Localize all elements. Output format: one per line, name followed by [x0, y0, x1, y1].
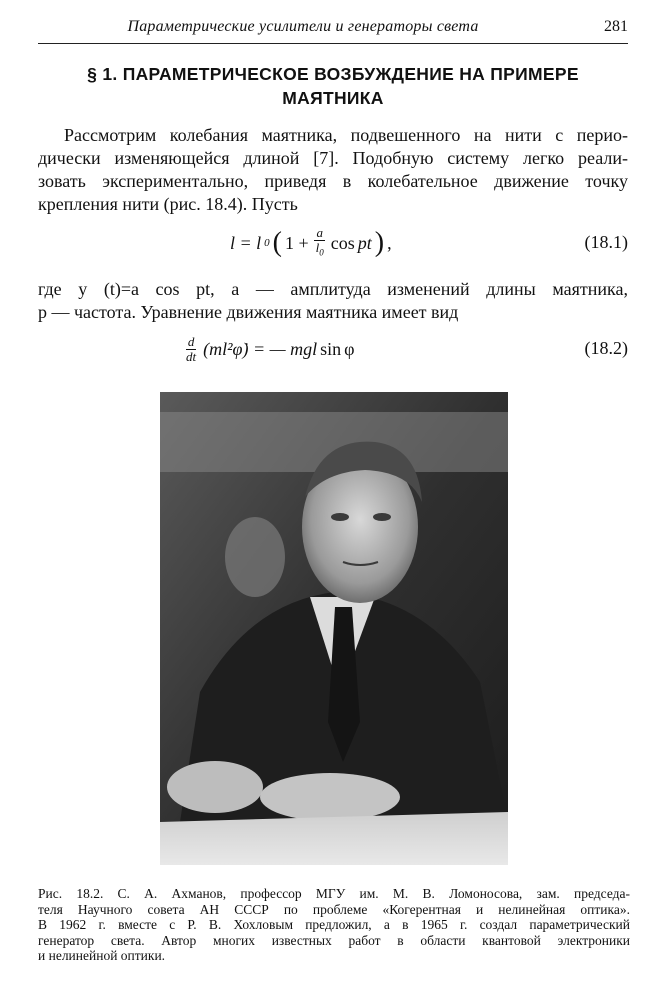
eq-fraction	[314, 226, 326, 260]
section-heading-line-1: § 1. ПАРАМЕТРИЧЕСКОЕ ВОЗБУЖДЕНИЕ НА ПРИМЕРЕ	[87, 64, 579, 84]
paragraph-line: дически изменяющейся длиной [7]. Подобную систему легко реали-	[38, 148, 628, 168]
paragraph-line: зовать экспериментально, приведя в колебательное движение точку	[38, 171, 628, 191]
photo-blurred-figure	[225, 517, 285, 597]
caption-line: и нелинейной оптики.	[38, 948, 166, 964]
eq-deriv-numerator: d	[187, 333, 195, 349]
eq-open-paren: (	[272, 227, 282, 258]
equation-body	[182, 326, 355, 372]
eq-arg: pt	[357, 232, 372, 253]
caption-line: Рис. 18.2. С. А. Ахманов, профессор МГУ им. М. В. Ломоносова, зам. председа-	[38, 886, 630, 901]
eq-one-plus: 1 +	[284, 232, 309, 253]
eq-frac-den-sub: 0	[319, 247, 324, 258]
equation-18-1	[38, 220, 628, 266]
paragraph-line: p — частота. Уравнение движения маятника имеет вид	[38, 302, 459, 322]
paragraph-line: Рассмотрим колебания маятника, подвешенного на нити с перио-	[64, 125, 628, 145]
caption-line: В 1962 г. вместе с Р. В. Хохловым предложил, а в 1965 г. создал параметрический	[38, 917, 630, 933]
eq-phi: φ	[344, 338, 355, 359]
paragraph-line: крепления нити (рис. 18.4). Пусть	[38, 194, 298, 214]
running-title: Параметрические усилители и генераторы света	[127, 18, 479, 35]
eq-close-paren: )	[374, 227, 385, 258]
photo-eye-left	[331, 513, 349, 521]
eq-sin: sin	[320, 338, 342, 359]
eq-frac-numerator: a	[316, 225, 323, 241]
equation-body	[230, 220, 392, 266]
portrait-photo	[160, 392, 508, 865]
eq-lhs: l = l	[230, 232, 262, 253]
photo-hand-left	[167, 761, 263, 813]
section-heading	[38, 62, 628, 110]
eq-frac-den-symbol: l	[315, 240, 320, 256]
section-heading-line-2: МАЯТНИКА	[282, 88, 384, 108]
paragraph-definitions	[38, 278, 628, 324]
eq-middle: (ml²φ̇) = — mgl	[203, 338, 318, 359]
eq-frac-denominator	[314, 241, 326, 260]
paragraph-line: где y (t)=a cos pt, a — амплитуда изменений длины маятника,	[38, 279, 628, 299]
equation-number: (18.2)	[584, 338, 628, 358]
eq-lhs-subscript: 0	[264, 237, 270, 249]
eq-deriv-denominator: dt	[186, 348, 197, 364]
figure-caption	[38, 886, 630, 964]
equation-18-2	[38, 326, 628, 372]
photo-eye-right	[373, 513, 391, 521]
page-number: 281	[604, 18, 628, 35]
running-header	[38, 18, 628, 44]
caption-line: теля Научного совета АН СССР по проблеме «Когерентная и нелинейная оптика».	[38, 901, 630, 917]
caption-line: генератор света. Автор многих известных работ в области квантовой электроники	[38, 932, 630, 948]
equation-number: (18.1)	[584, 232, 628, 252]
figure-photo	[160, 392, 508, 865]
eq-cos: cos	[330, 232, 355, 253]
eq-comma: ,	[387, 232, 392, 253]
photo-hand-right	[260, 773, 400, 821]
eq-derivative-fraction	[184, 335, 198, 364]
paragraph-intro	[38, 124, 628, 216]
